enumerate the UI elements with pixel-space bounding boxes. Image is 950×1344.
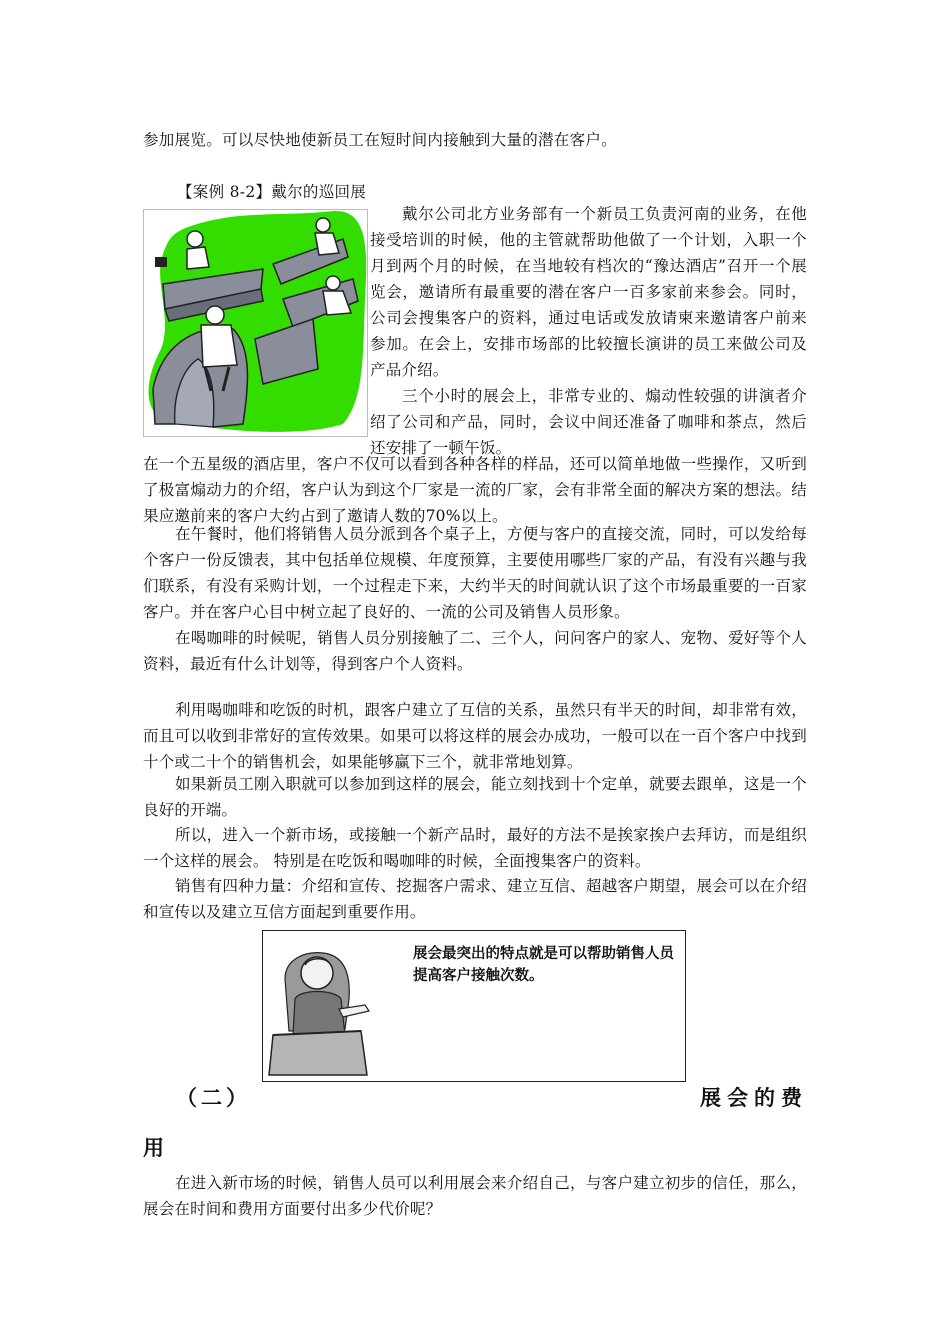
section-heading-wrap: 用 (143, 1136, 164, 1160)
section-heading-left: （二） (176, 1086, 251, 1110)
callout-box (262, 930, 686, 1082)
section-heading-right: 展会的费 (700, 1086, 808, 1110)
case-title: 【案例 8-2】戴尔的巡回展 (177, 183, 367, 201)
bridges-illustration (143, 209, 368, 437)
body-paragraph-3: 所以，进入一个新市场，或接触一个新产品时，最好的方法不是挨家挨户去拜访，而是组织一个这样的展会。 特别是在吃饭和喝咖啡的时候，全面搜集客户的资料。 (143, 826, 807, 870)
case-paragraph-3: 在午餐时，他们将销售人员分派到各个桌子上，方便与客户的直接交流，同时，可以发给每个客户一份反馈表，其中包括单位规模、年度预算，主要使用哪些厂家的产品，有没有兴趣与我们联系，有没有采购计划，一个过程走下来，大约半天的时间就认识了这个市场最重要的一百家客户。并在客户心目中树立起了良好的、一流的公司及销售人员形象。 (143, 525, 807, 621)
body-paragraph-2: 如果新员工刚入职就可以参加到这样的展会，能立刻找到十个定单，就要去跟单，这是一个良好的开端。 (143, 775, 807, 819)
intro-line: 参加展览。可以尽快地使新员工在短时间内接触到大量的潜在客户。 (143, 131, 618, 149)
callout-text: 展会最突出的特点就是可以帮助销售人员提高客户接触次数。 (413, 946, 674, 984)
presenter-icon (265, 939, 383, 1077)
final-paragraph: 在进入新市场的时候，销售人员可以利用展会来介绍自己，与客户建立初步的信任，那么，展会在时间和费用方面要付出多少代价呢？ (143, 1174, 807, 1218)
case-paragraph-4: 在喝咖啡的时候呢，销售人员分别接触了二、三个人，问问客户的家人、宠物、爱好等个人资料，最近有什么计划等，得到客户个人资料。 (143, 629, 807, 673)
bridges-illustration-svg (143, 209, 368, 437)
case-paragraph-2-top: 三个小时的展会上，非常专业的、煽动性较强的讲演者介绍了公司和产品，同时，会议中间还准备了咖啡和茶点，然后还安排了一顿午饭。 (370, 387, 807, 457)
body-paragraph-1: 利用喝咖啡和吃饭的时机，跟客户建立了互信的关系，虽然只有半天的时间，却非常有效，而且可以收到非常好的宣传效果。如果可以将这样的展会办成功，一般可以在一百个客户中找到十个或二十个的销售机会，如果能够赢下三个，就非常地划算。 (143, 701, 807, 771)
body-paragraph-4: 销售有四种力量：介绍和宣传、挖掘客户需求、建立互信、超越客户期望，展会可以在介绍和宣传以及建立互信方面起到重要作用。 (143, 877, 807, 921)
case-paragraph-2-rest: 在一个五星级的酒店里，客户不仅可以看到各种各样的样品，还可以简单地做一些操作，又听到了极富煽动力的介绍，客户认为到这个厂家是一流的厂家，会有非常全面的解决方案的想法。结果应邀前来的客户大约占到了邀请人数的70%以上。 (143, 455, 807, 525)
case-paragraph-1-text: 戴尔公司北方业务部有一个新员工负责河南的业务，在他接受培训的时候，他的主管就帮助他做了一个计划，入职一个月到两个月的时候，在当地较有档次的“豫达酒店”召开一个展览会，邀请所有最重要的潜在客户一百多家前来参会。同时，公司会搜集客户的资料，通过电话或发放请柬来邀请客户前来参加。在会上，安排市场部的比较擅长演讲的员工来做公司及产品介绍。 (370, 205, 807, 379)
case-paragraph-1 (370, 201, 807, 461)
